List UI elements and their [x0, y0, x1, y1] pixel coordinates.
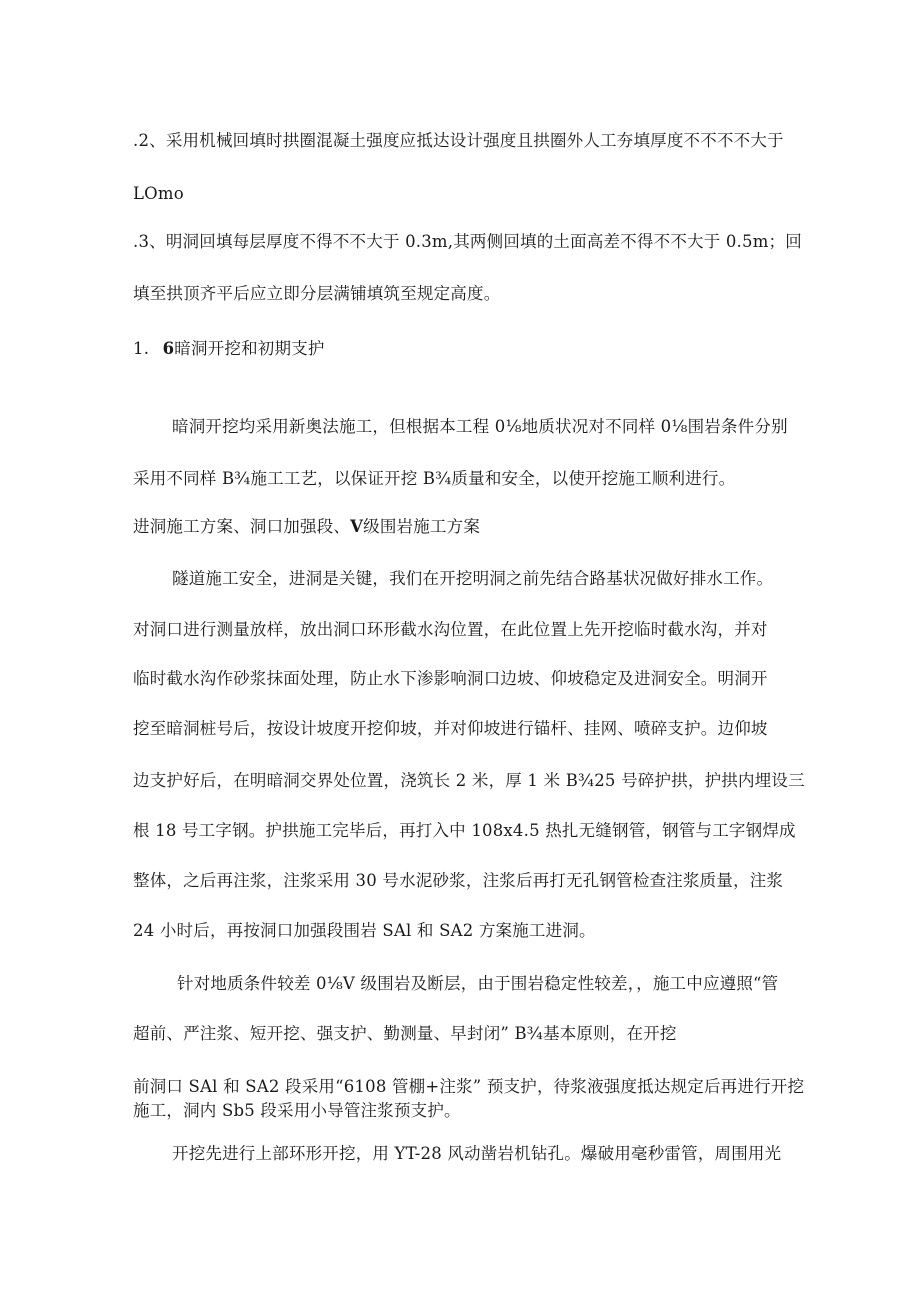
- paragraph-line: 暗洞开挖均采用新奥法施工，但根据本工程 0⅛地质状况对不同样 0⅛围岩条件分别: [172, 417, 788, 436]
- section-title: 暗洞开挖和初期支护: [174, 339, 325, 358]
- paragraph-line: 整体，之后再注浆，注浆采用 30 号水泥砂浆，注浆后再打无孔钢管检查注浆质量，注浆: [133, 871, 784, 890]
- paragraph-line: 临时截水沟作砂浆抹面处理，防止水下渗影响洞口边坡、仰坡稳定及进洞安全。明洞开: [133, 669, 768, 688]
- section-heading: [133, 338, 325, 360]
- paragraph-line: 填至拱顶齐平后应立即分层满铺填筑至规定高度。: [133, 284, 501, 303]
- paragraph-line: .3、明洞回填每层厚度不得不不大于 0.3m,其两侧回填的土面高差不得不不大于 0.5m；回: [133, 232, 802, 251]
- paragraph-line: 挖至暗洞桩号后，按设计坡度开挖仰坡，并对仰坡进行锚杆、挂网、喷碎支护。边仰坡: [133, 719, 768, 738]
- paragraph-line: 针对地质条件较差 0⅛V 级围岩及断层，由于围岩稳定性较差，，施工中应遵照“管: [177, 974, 779, 993]
- paragraph-line: 前洞口 SAl 和 SA2 段采用“6108 管棚+注浆” 预支护，待浆液强度抵达规定后再进行开挖: [133, 1077, 805, 1096]
- paragraph-line: 隧道施工安全，进洞是关键，我们在开挖明洞之前先结合路基状况做好排水工作。: [172, 569, 774, 588]
- section-number: 1.: [133, 339, 150, 358]
- subsection-title: 级围岩施工方案: [363, 517, 481, 536]
- section-number-bold: 6: [162, 339, 175, 358]
- paragraph-line: 对洞口进行测量放样，放出洞口环形截水沟位置，在此位置上先开挖临时截水沟，并对: [133, 620, 768, 639]
- paragraph-line: LOmo: [133, 184, 184, 203]
- paragraph-line: 采用不同样 B¾施工工艺，以保证开挖 B¾质量和安全，以使开挖施工顺利进行。: [133, 469, 736, 488]
- paragraph-line: 根 18 号工字钢。护拱施工完毕后，再打入中 108x4.5 热扎无缝钢管，钢管与工字钢焊成: [133, 821, 796, 840]
- subsection-bold: V: [350, 517, 364, 536]
- paragraph-line: 施工，洞内 Sb5 段采用小导管注浆预支护。: [133, 1101, 461, 1120]
- paragraph-line: 超前、严注浆、短开挖、强支护、勤测量、早封闭” B¾基本原则，在开挖: [133, 1024, 677, 1043]
- paragraph-line: 开挖先进行上部环形开挖，用 YT-28 风动凿岩机钻孔。爆破用毫秒雷管，周围用光: [172, 1144, 782, 1163]
- subsection-prefix: 进洞施工方案、洞口加强段、: [133, 517, 351, 536]
- paragraph-line: 边支护好后，在明暗洞交界处位置，浇筑长 2 米，厚 1 米 B¾25 号碎护拱，护拱内埋设三: [133, 771, 805, 790]
- paragraph-line: .2、采用机械回填时拱圈混凝土强度应抵达设计强度且拱圈外人工夯填厚度不不不不大于: [133, 131, 784, 150]
- subsection-heading: [133, 516, 480, 538]
- paragraph-line: 24 小时后，再按洞口加强段围岩 SAl 和 SA2 方案施工进洞。: [133, 921, 596, 940]
